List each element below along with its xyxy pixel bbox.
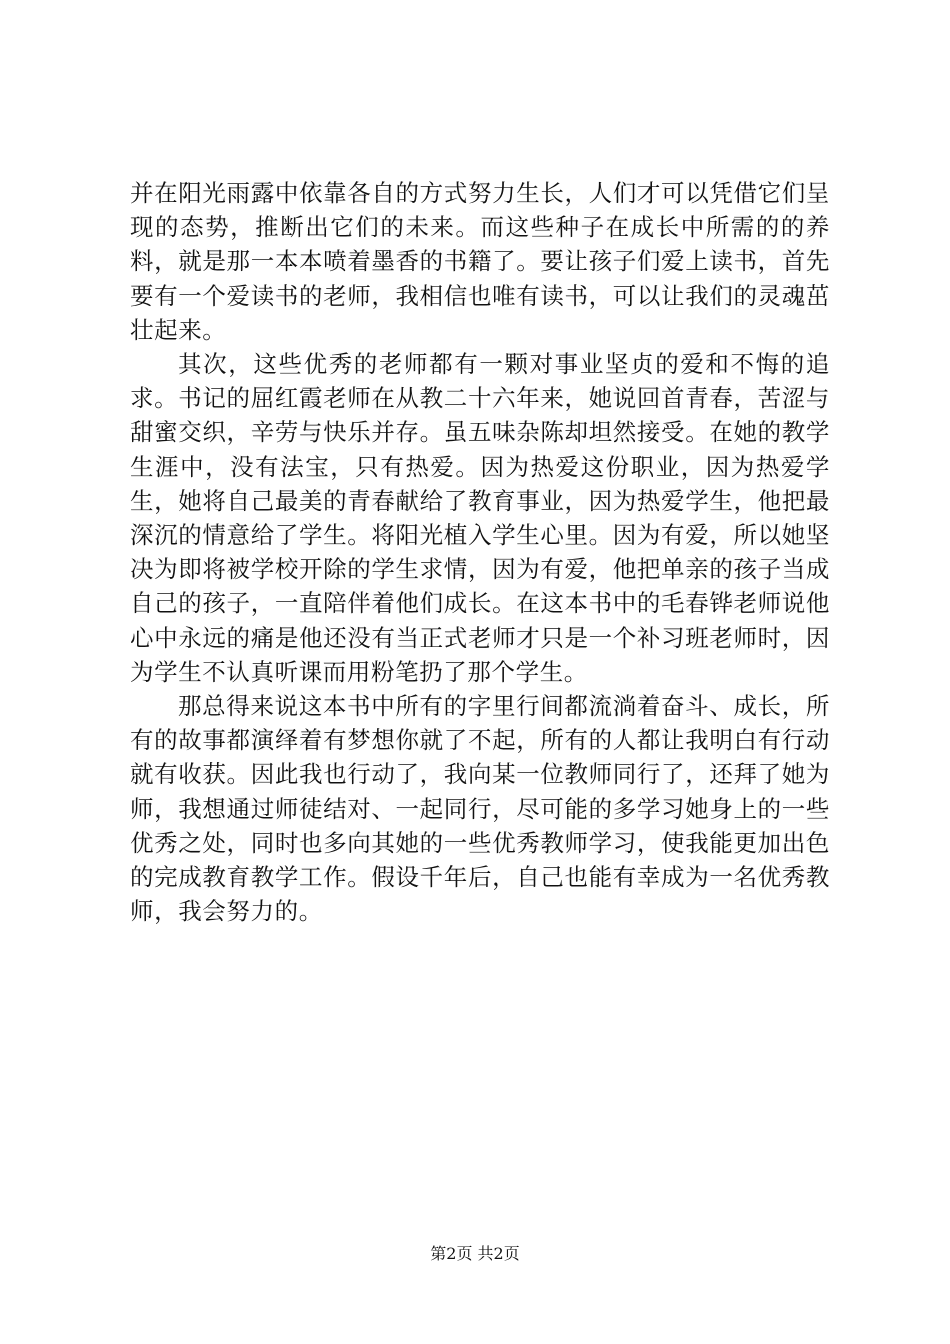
paragraph-2: 其次，这些优秀的老师都有一颗对事业坚贞的爱和不悔的追求。书记的屈红霞老师在从教二十六年来，她说回首青春，苦涩与甜蜜交织，辛劳与快乐并存。虽五味杂陈却坦然接受。在她的教学生涯中，没有法宝，只有热爱。因为热爱这份职业，因为热爱学生，她将自己最美的青春献给了教育事业，因为热爱学生，他把最深沉的情意给了学生。将阳光植入学生心里。因为有爱，所以她坚决为即将被学校开除的学生求情，因为有爱，他把单亲的孩子当成自己的孩子，一直陪伴着他们成长。在这本书中的毛春铧老师说他心中永远的痛是他还没有当正式老师才只是一个补习班老师时，因为学生不认真听课而用粉笔扔了那个学生。 xyxy=(130,350,830,686)
paragraph-3: 那总得来说这本书中所有的字里行间都流淌着奋斗、成长，所有的故事都演绎着有梦想你就了不起，所有的人都让我明白有行动就有收获。因此我也行动了，我向某一位教师同行了，还拜了她为师，我想通过师徒结对、一起同行，尽可能的多学习她身上的一些优秀之处，同时也多向其她的一些优秀教师学习，使我能更加出色的完成教育教学工作。假设千年后，自己也能有幸成为一名优秀教师，我会努力的。 xyxy=(130,692,830,926)
page-number-footer: 第2页 共2页 xyxy=(430,1244,520,1263)
document-body xyxy=(130,176,830,928)
paragraph-1: 并在阳光雨露中依靠各自的方式努力生长，人们才可以凭借它们呈现的态势，推断出它们的未来。而这些种子在成长中所需的的养料，就是那一本本喷着墨香的书籍了。要让孩子们爱上读书，首先要有一个爱读书的老师，我相信也唯有读书，可以让我们的灵魂茁壮起来。 xyxy=(130,179,830,344)
